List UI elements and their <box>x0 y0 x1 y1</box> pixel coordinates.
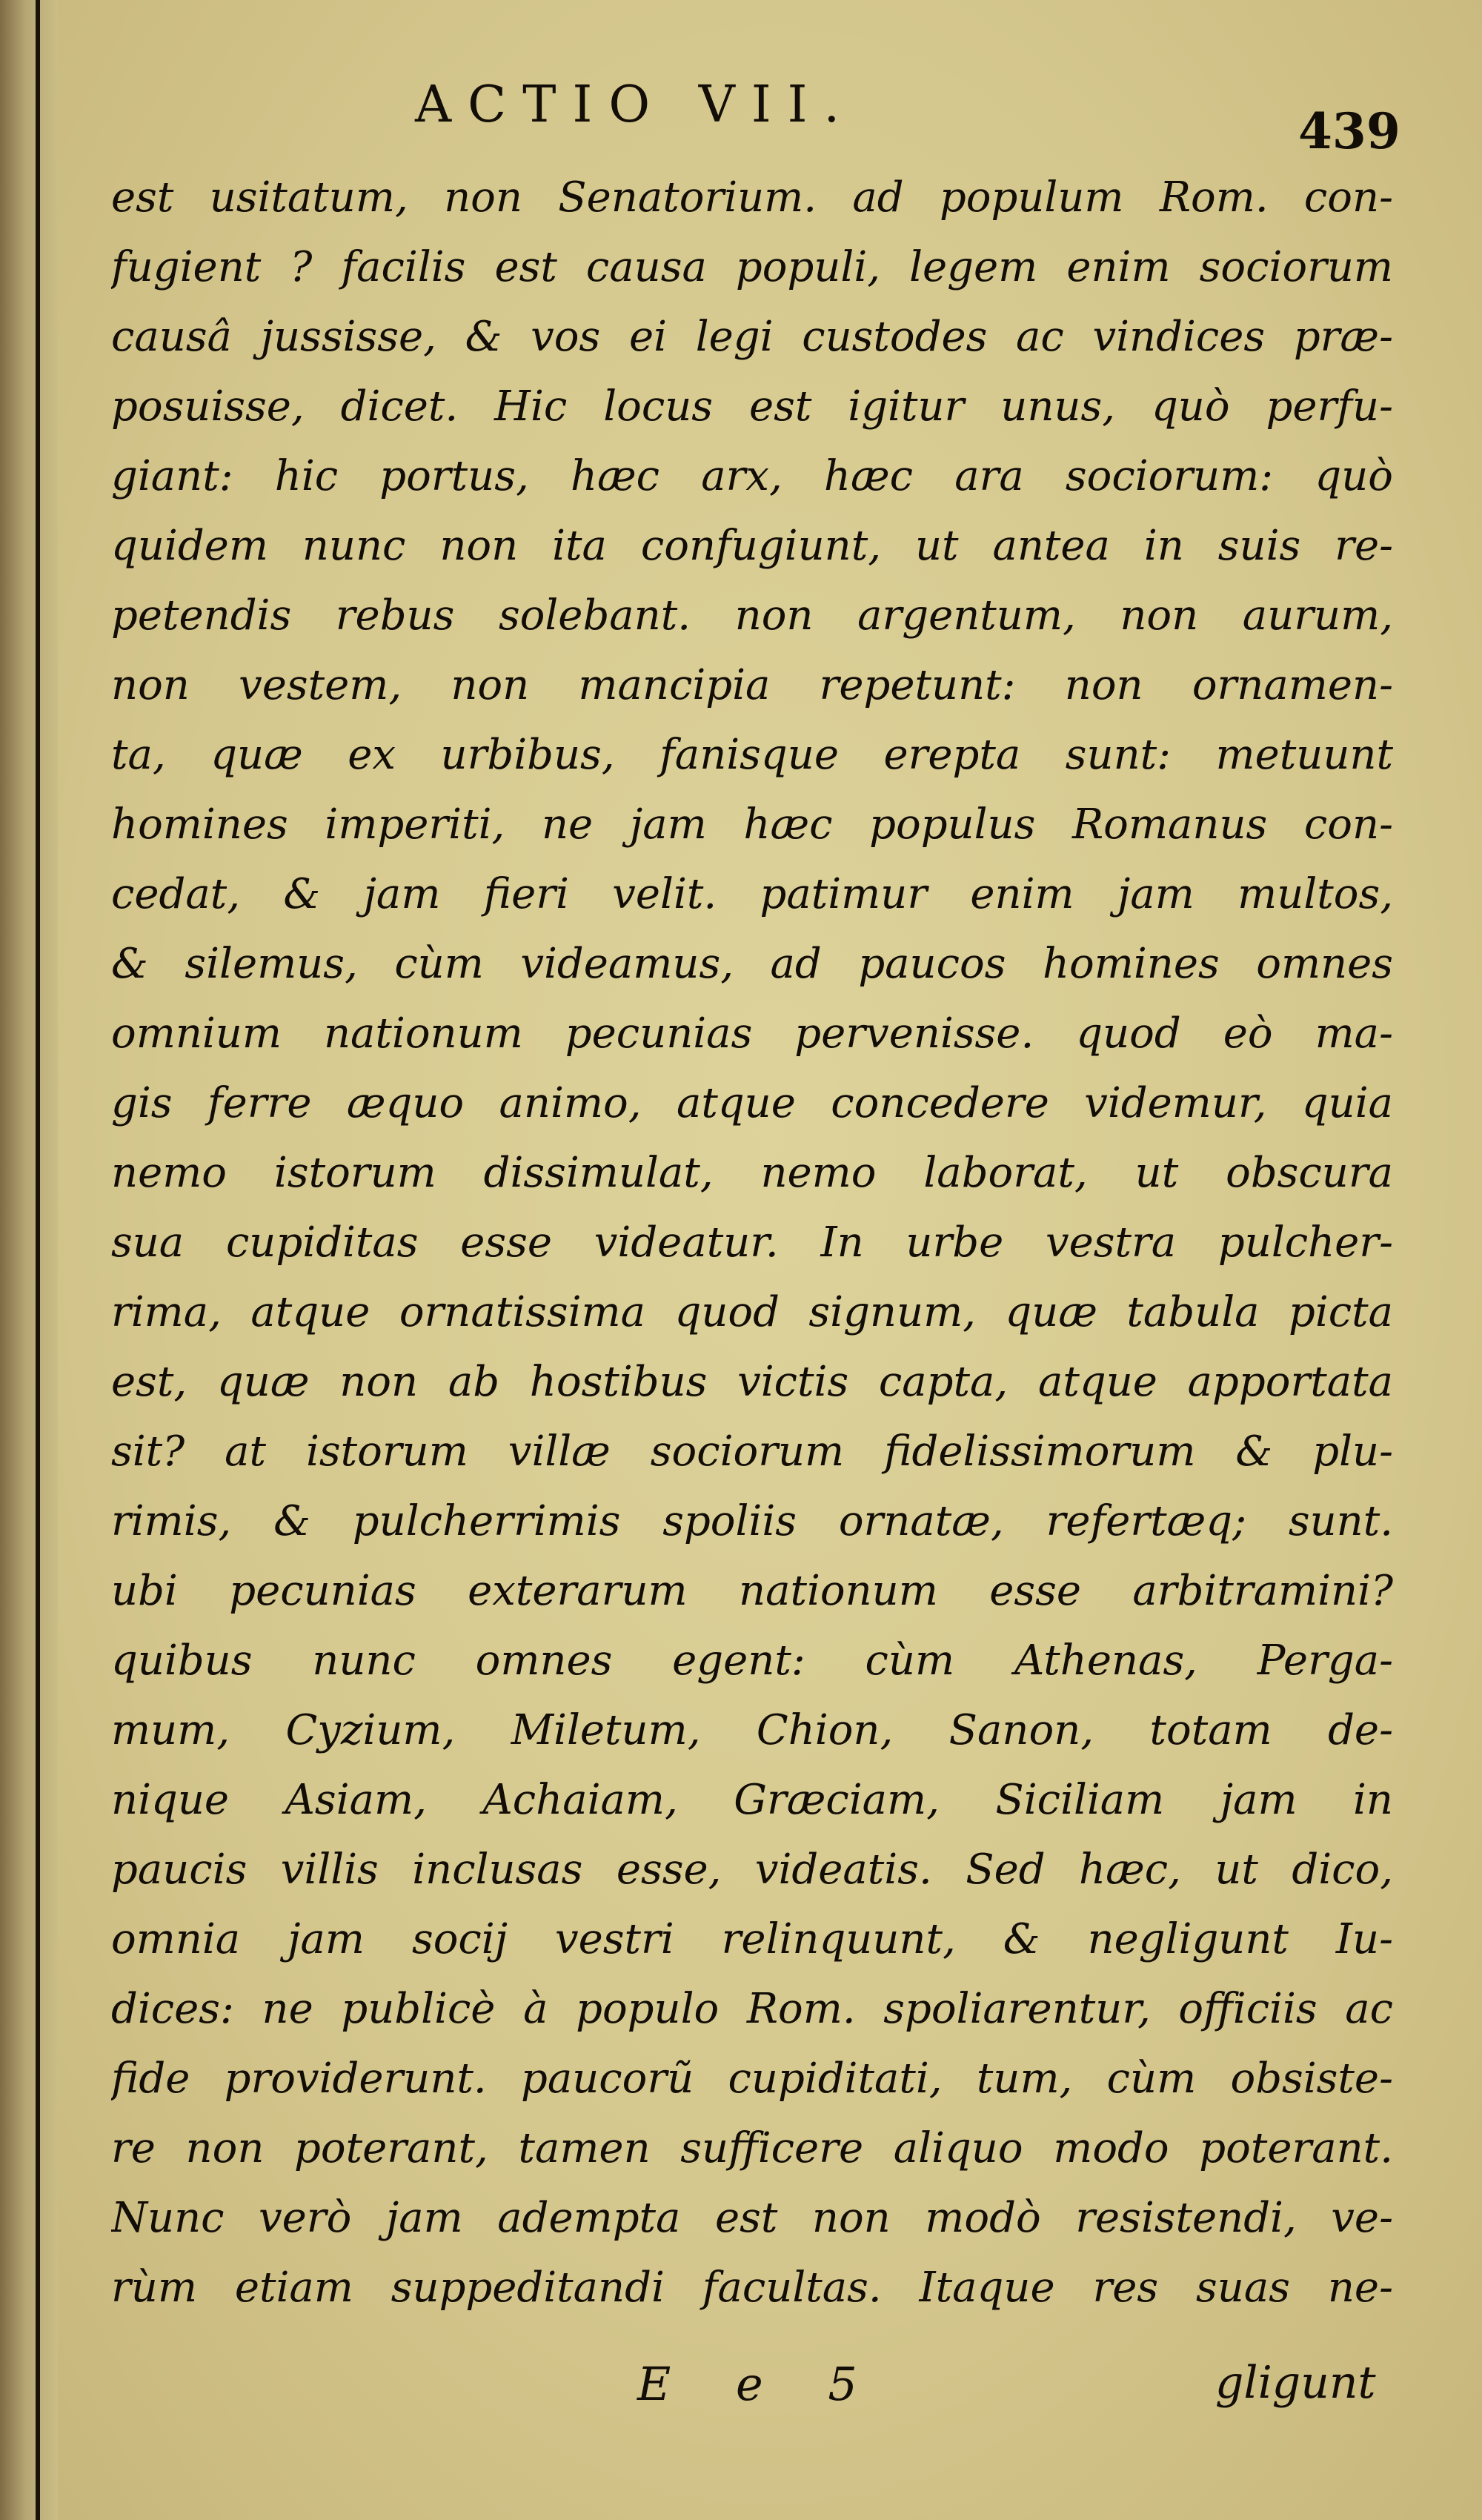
page-gutter-shadow <box>0 0 58 2520</box>
gutter-line <box>36 0 40 2520</box>
text-line: paucis villis inclusas esse, videatis. Sed hæc, ut dico, <box>111 1846 1393 1894</box>
text-line: omnium nationum pecunias pervenisse. quod eò ma- <box>111 1009 1393 1058</box>
text-line: posuisse, dicet. Hic locus est igitur unus, quò perfu- <box>111 382 1393 431</box>
text-line: est, quæ non ab hostibus victis capta, atque apportata <box>111 1358 1393 1406</box>
text-line: nique Asiam, Achaiam, Græciam, Siciliam jam in <box>111 1776 1393 1824</box>
body-text <box>111 163 1393 2323</box>
text-line: Nunc verò jam adempta est non modò resistendi, ve- <box>111 2194 1393 2242</box>
text-line: fugient ? facilis est causa populi, legem enim sociorum <box>111 243 1393 291</box>
text-line: petendis rebus solebant. non argentum, non aurum, <box>111 591 1393 640</box>
text-line: mum, Cyzium, Miletum, Chion, Sanon, totam de- <box>111 1706 1393 1754</box>
text-line: rima, atque ornatissima quod signum, quæ tabula picta <box>111 1288 1393 1336</box>
text-line: causâ jussisse, & vos ei legi custodes ac vindices præ- <box>111 313 1393 361</box>
text-line: & silemus, cùm videamus, ad paucos homines omnes <box>111 940 1393 988</box>
text-line: non vestem, non mancipia repetunt: non ornamen- <box>111 661 1393 709</box>
signature-mark: E e 5 <box>637 2357 883 2411</box>
text-line: sit? at istorum villæ sociorum fidelissimorum & plu- <box>111 1428 1393 1476</box>
page-number: 439 <box>1298 102 1400 160</box>
text-line: fide providerunt. paucorũ cupiditati, tum, cùm obsiste- <box>111 2055 1393 2103</box>
text-line: ubi pecunias exterarum nationum esse arbitramini? <box>111 1567 1393 1615</box>
text-line: dices: ne publicè à populo Rom. spoliarentur, officiis ac <box>111 1985 1393 2033</box>
text-line: sua cupiditas esse videatur. In urbe vestra pulcher- <box>111 1218 1393 1267</box>
text-line: quibus nunc omnes egent: cùm Athenas, Perga- <box>111 1637 1393 1685</box>
text-line: giant: hic portus, hæc arx, hæc ara sociorum: quò <box>111 452 1393 500</box>
catchword: gligunt <box>1215 2357 1376 2409</box>
text-line: gis ferre æquo animo, atque concedere videmur, quia <box>111 1079 1393 1127</box>
text-line: est usitatum, non Senatorium. ad populum Rom. con- <box>111 173 1393 222</box>
text-line: homines imperiti, ne jam hæc populus Romanus con- <box>111 800 1393 849</box>
text-line: rùm etiam suppeditandi facultas. Itaque res suas ne- <box>111 2264 1393 2312</box>
text-line: rimis, & pulcherrimis spoliis ornatæ, refertæq; sunt. <box>111 1497 1393 1545</box>
text-line: cedat, & jam fieri velit. patimur enim jam multos, <box>111 870 1393 918</box>
running-head: ACTIO VII. <box>415 76 857 134</box>
text-line: ta, quæ ex urbibus, fanisque erepta sunt: metuunt <box>111 731 1393 779</box>
text-line: omnia jam socij vestri relinquunt, & negligunt Iu- <box>111 1915 1393 1963</box>
text-line: re non poterant, tamen sufficere aliquo modo poterant. <box>111 2124 1393 2172</box>
text-line: nemo istorum dissimulat, nemo laborat, ut obscura <box>111 1149 1393 1197</box>
text-line: quidem nunc non ita confugiunt, ut antea in suis re- <box>111 522 1393 570</box>
